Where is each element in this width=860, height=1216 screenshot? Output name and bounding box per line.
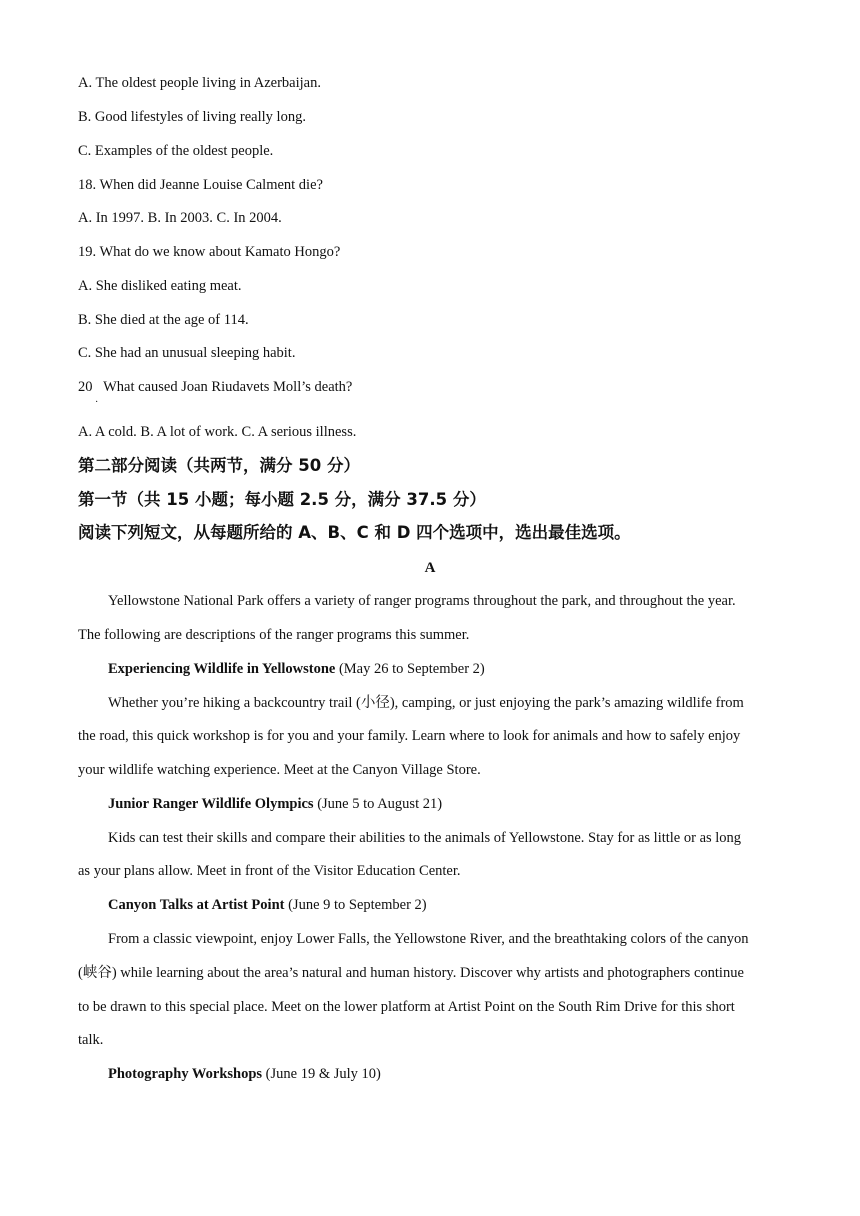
program-4-title: Photography Workshops: [108, 1066, 263, 1082]
program-3-line-1: From a classic viewpoint, enjoy Lower Falls, the Yellowstone River, and the breathtaking colors of the canyon: [108, 931, 749, 947]
part-two-heading: 第二部分阅读（共两节，满分 50 分）: [78, 456, 360, 475]
program-2-title: Junior Ranger Wildlife Olympics: [108, 796, 314, 812]
program-1-dates: (May 26 to September 2): [335, 661, 485, 677]
question-18: 18. When did Jeanne Louise Calment die?: [78, 177, 323, 193]
q18-options: A. In 1997. B. In 2003. C. In 2004.: [78, 210, 282, 226]
q17-option-c: C. Examples of the oldest people.: [78, 143, 274, 159]
program-3-title: Canyon Talks at Artist Point: [108, 897, 285, 913]
program-1-title: Experiencing Wildlife in Yellowstone: [108, 661, 336, 677]
question-20: 20 What caused Joan Riudavets Moll’s death?: [78, 379, 353, 395]
q19-option-b: B. She died at the age of 114.: [78, 312, 249, 328]
program-3-line-4: talk.: [78, 1032, 104, 1048]
section-one-heading: 第一节（共 15 小题；每小题 2.5 分，满分 37.5 分）: [78, 490, 486, 509]
question-19: 19. What do we know about Kamato Hongo?: [78, 244, 341, 260]
program-4-heading: [108, 1065, 813, 1083]
program-2-line-1: Kids can test their skills and compare their abilities to the animals of Yellowstone. Stay for as little or as long: [108, 830, 742, 846]
program-1-line-1: Whether you’re hiking a backcountry trail (小径), camping, or just enjoying the park’s amazing wildlife from: [108, 695, 744, 711]
intro-line-1: Yellowstone National Park offers a variety of ranger programs throughout the park, and throughout the year.: [108, 593, 736, 609]
program-3-line-3: to be drawn to this special place. Meet on the lower platform at Artist Point on the South Rim Drive for this short: [78, 999, 735, 1015]
q17-option-b: B. Good lifestyles of living really long.: [78, 109, 306, 125]
program-1-line-3: your wildlife watching experience. Meet at the Canyon Village Store.: [78, 762, 481, 778]
program-1-heading: [108, 660, 813, 678]
program-3-heading: [108, 896, 813, 914]
program-2-line-2: as your plans allow. Meet in front of the Visitor Education Center.: [78, 863, 461, 879]
q19-option-c: C. She had an unusual sleeping habit.: [78, 345, 296, 361]
program-3-line-2: (峡谷) while learning about the area’s natural and human history. Discover why artists and photographers continue: [78, 965, 744, 981]
program-1-line-2: the road, this quick workshop is for you and your family. Learn where to look for animals and how to safely enjoy: [78, 728, 741, 744]
passage-label: A: [424, 560, 436, 576]
q17-option-a: A. The oldest people living in Azerbaijan.: [78, 75, 321, 91]
program-3-dates: (June 9 to September 2): [284, 897, 427, 913]
program-4-dates: (June 19 & July 10): [262, 1066, 381, 1082]
program-2-heading: [108, 795, 813, 813]
q20-options: A. A cold. B. A lot of work. C. A serious illness.: [78, 424, 357, 440]
stray-dot-mark: ·: [95, 397, 99, 408]
intro-line-2: The following are descriptions of the ranger programs this summer.: [78, 627, 470, 643]
instruction-heading: 阅读下列短文，从每题所给的 A、B、C 和 D 四个选项中，选出最佳选项。: [78, 523, 631, 542]
q19-option-a: A. She disliked eating meat.: [78, 278, 242, 294]
program-2-dates: (June 5 to August 21): [313, 796, 443, 812]
